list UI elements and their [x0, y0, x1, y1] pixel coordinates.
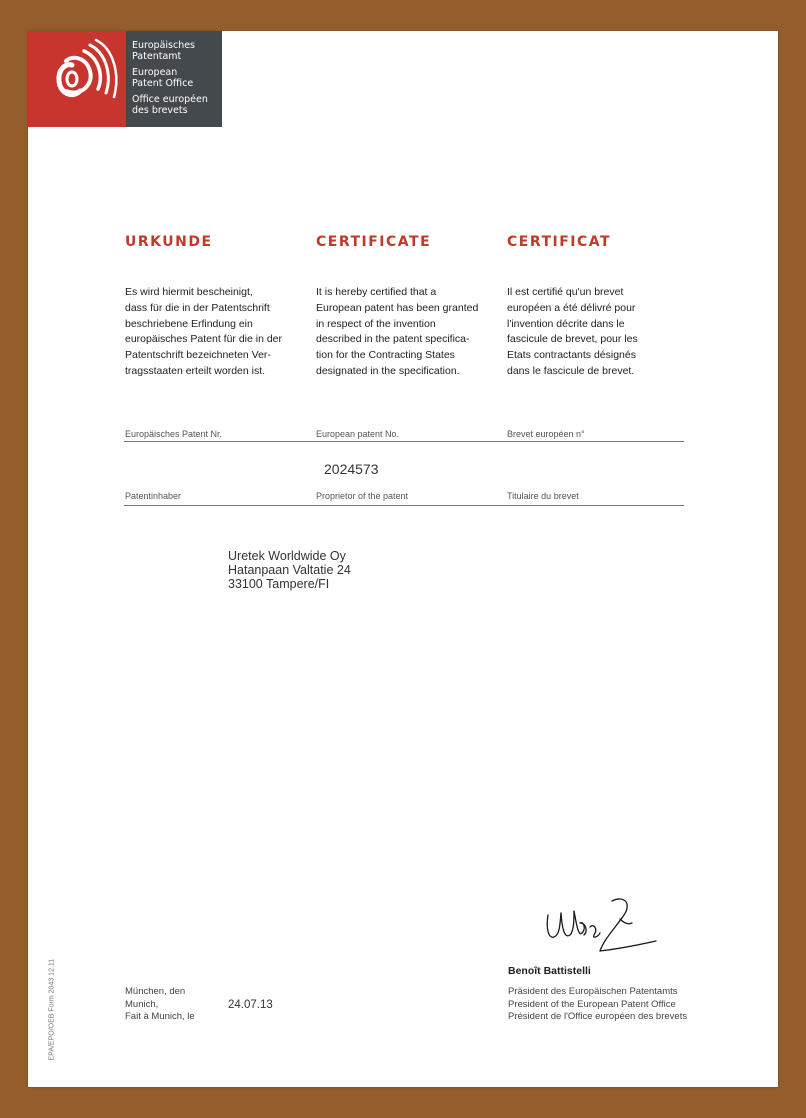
heading-en: CERTIFICATE — [316, 234, 432, 250]
issue-date: 24.07.13 — [228, 999, 273, 1011]
patent-label-en: European patent No. — [316, 429, 400, 439]
proprietor-address — [228, 549, 351, 591]
place-fr: Fait à Munich, le — [125, 1011, 195, 1022]
heading-de: URKUNDE — [125, 234, 213, 250]
patent-label-de: Europäisches Patent Nr. — [125, 429, 223, 439]
form-code: EPA/EPO/OEB Form 2043 12.11 — [48, 958, 56, 1061]
body-de: Es wird hiermit bescheinigt, dass für die in der Patentschrift beschriebene Erfindung ein europäisches Patent für die in der Patentschrift bezeichneten Ver- tragsstaaten erteilt worden ist. — [125, 286, 283, 377]
place-de: München, den — [125, 986, 186, 997]
signatory-title-en: President of the European Patent Office — [508, 998, 676, 1010]
body-fr: Il est certifié qu'un brevet européen a été délivré pour l'invention décrite dans le fascicule de brevet, pour les Etats contractants désignés dans le fascicule de brevet. — [507, 286, 638, 377]
signature-image — [528, 893, 668, 973]
signatory-title-de: Präsident des Europäischen Patentamts — [508, 986, 678, 997]
logo-line-3: European — [132, 67, 178, 78]
signatory-title-fr: Président de l'Office européen des brevets — [508, 1011, 688, 1022]
patent-number: 2024573 — [324, 461, 379, 477]
proprietor-label-en: Proprietor of the patent — [316, 491, 409, 501]
proprietor-label-fr: Titulaire du brevet — [507, 491, 579, 501]
epo-logo-emblem — [28, 31, 126, 127]
place-en: Munich, — [125, 998, 159, 1010]
proprietor-rule — [124, 505, 684, 506]
logo-line-4: Patent Office — [132, 78, 194, 89]
patent-number-rule — [124, 441, 684, 442]
proprietor-label-de: Patentinhaber — [125, 491, 182, 501]
logo-line-2: Patentamt — [132, 51, 182, 62]
epo-logo-text — [132, 40, 220, 116]
logo-line-6: des brevets — [132, 105, 188, 116]
heading-fr: CERTIFICAT — [507, 234, 612, 250]
proprietor-street: Hatanpaan Valtatie 24 — [228, 563, 351, 577]
certificate-page — [28, 31, 778, 1087]
logo-line-1: Europäisches — [132, 40, 196, 51]
place-block — [125, 986, 195, 1024]
patent-label-fr: Brevet européen n° — [507, 429, 585, 439]
signatory-name: Benoît Battistelli — [508, 965, 591, 977]
proprietor-name: Uretek Worldwide Oy — [228, 549, 346, 563]
logo-line-5: Office européen — [132, 94, 208, 105]
proprietor-city: 33100 Tampere/FI — [228, 577, 330, 591]
signatory-titles — [508, 986, 687, 1024]
body-en: It is hereby certified that a European patent has been granted in respect of the invention described in the patent specifica- tion for the Contracting States designated in the specification. — [316, 286, 479, 377]
epo-swirl-icon — [28, 31, 126, 127]
